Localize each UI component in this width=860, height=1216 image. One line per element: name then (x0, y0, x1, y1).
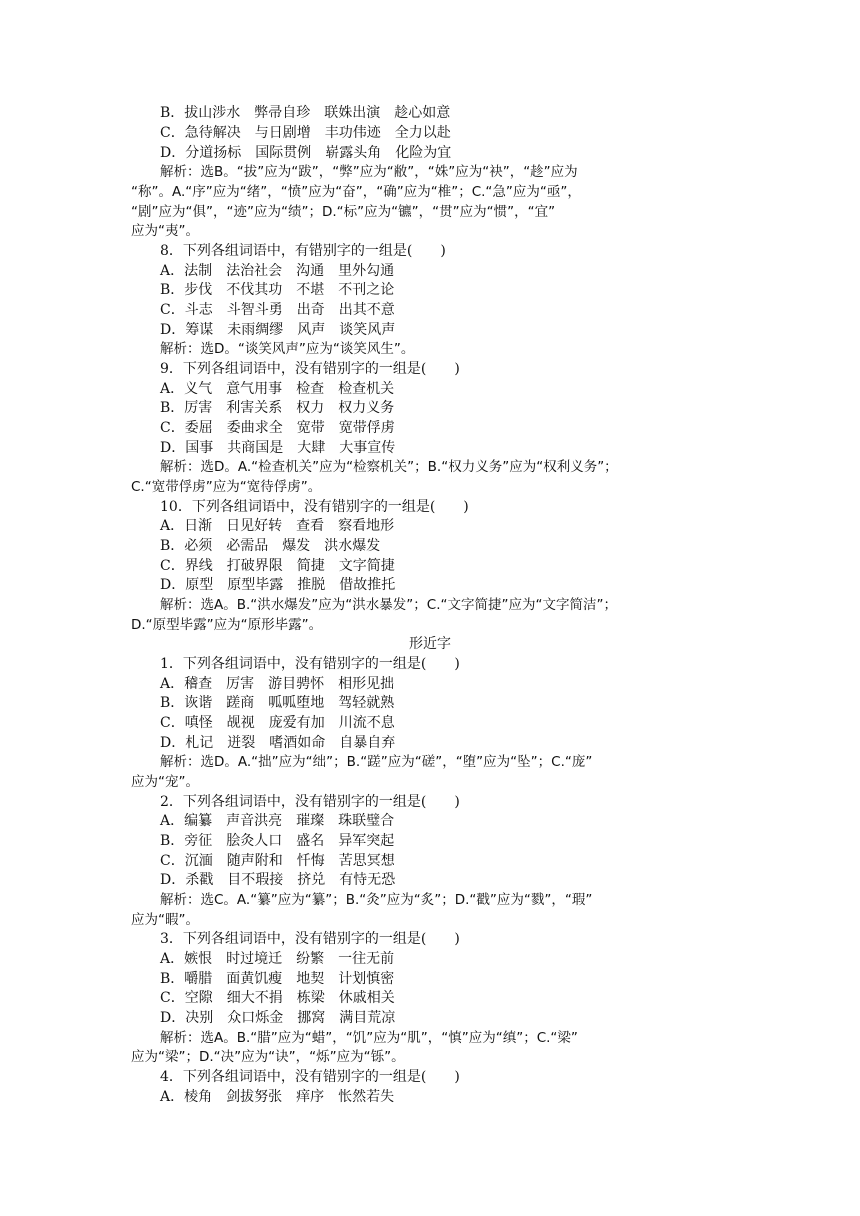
option-line: D．国事 共商国是 大肆 大事宣传 (160, 440, 396, 456)
analysis-line: 解析：选C。A.“纂”应为“纂”；B.“灸”应为“炙”；D.“戳”应为“戮”，“瑕” (160, 892, 593, 908)
option-line: C．委屈 委曲求全 宽带 宽带俘虏 (160, 420, 395, 436)
option-line: A．义气 意气用事 检查 检查机关 (160, 381, 395, 397)
option-line: D．杀戳 目不瑕接 挤兑 有恃无恐 (160, 872, 396, 888)
option-line: C．急待解决 与日剧增 丰功伟迹 全力以赴 (160, 125, 451, 141)
question-line: 3．下列各组词语中，没有错别字的一组是( ) (160, 931, 460, 947)
option-line: B．必须 必需品 爆发 洪水爆发 (160, 538, 381, 554)
analysis-line: 解析：选A。B.“腊”应为“蜡”，“饥”应为“肌”，“慎”应为“缜”；C.“梁” (160, 1030, 578, 1046)
option-line: A．法制 法治社会 沟通 里外勾通 (160, 263, 395, 279)
analysis-line: 解析：选D。A.“检查机关”应为“检察机关”；B.“权力义务”应为“权利义务”； (160, 459, 618, 475)
analysis-line: 应为“梁”；D.“决”应为“诀”，“烁”应为“铄”。 (131, 1049, 405, 1065)
option-line: D．札记 迸裂 嗜酒如命 自暴自弃 (160, 735, 396, 751)
question-line: 2．下列各组词语中，没有错别字的一组是( ) (160, 794, 460, 810)
analysis-line: “称”。A.“序”应为“绪”，“愤”应为“奋”，“确”应为“椎”；C.“急”应为“亟”， (131, 184, 581, 200)
option-line: D．决别 众口烁金 挪窝 满目荒凉 (160, 1010, 396, 1026)
analysis-line: 解析：选D。A.“拙”应为“绌”；B.“蹉”应为“磋”，“堕”应为“坠”；C.“庞” (160, 754, 593, 770)
analysis-line: 解析：选A。B.“洪水爆发”应为“洪水暴发”；C.“文字简捷”应为“文字简洁”； (160, 597, 617, 613)
option-line: B．嚼腊 面黄饥瘦 地契 计划慎密 (160, 971, 395, 987)
option-line: A．棱角 剑拔努张 痒序 怅然若失 (160, 1089, 395, 1105)
question-line: 4．下列各组词语中，没有错别字的一组是( ) (160, 1069, 460, 1085)
section-heading: 形近字 (409, 636, 451, 652)
question-line: 1．下列各组词语中，没有错别字的一组是( ) (160, 656, 460, 672)
option-line: D．筹谋 未雨绸缪 风声 谈笑风声 (160, 322, 396, 338)
option-line: B．厉害 利害关系 权力 权力义务 (160, 400, 395, 416)
analysis-line: 应为“夷”。 (131, 223, 199, 239)
option-line: C．斗志 斗智斗勇 出奇 出其不意 (160, 302, 395, 318)
analysis-line: C.“宽带俘虏”应为“宽待俘虏”。 (131, 479, 322, 495)
option-line: A．嫉恨 时过境迁 纷繁 一往无前 (160, 951, 395, 967)
analysis-line: 应为“宠”。 (131, 774, 199, 790)
question-line: 10．下列各组词语中，没有错别字的一组是( ) (160, 499, 469, 515)
option-line: A．稽查 厉害 游目骋怀 相形见拙 (160, 676, 395, 692)
question-line: 8．下列各组词语中，有错别字的一组是( ) (160, 243, 446, 259)
option-line: C．空隙 细大不捐 栋梁 休戚相关 (160, 990, 395, 1006)
option-line: C．嗔怪 觇视 庞爱有加 川流不息 (160, 715, 395, 731)
analysis-line: 应为“暇”。 (131, 912, 199, 928)
option-line: C．界线 打破界限 简捷 文字简捷 (160, 558, 395, 574)
option-line: C．沉湎 随声附和 忏悔 苦思冥想 (160, 853, 395, 869)
option-line: D．原型 原型毕露 推脱 借故推托 (160, 577, 396, 593)
option-line: B．诙谐 蹉商 呱呱堕地 驾轻就熟 (160, 695, 395, 711)
analysis-line: “剧”应为“俱”，“迹”应为“绩”；D.“标”应为“镳”，“贯”应为“惯”，“宜” (131, 204, 556, 220)
analysis-line: D.“原型毕露”应为“原形毕露”。 (131, 617, 323, 633)
option-line: B．拔山涉水 弊帚自珍 联姝出演 趁心如意 (160, 105, 451, 121)
option-line: D．分道扬标 国际贯例 崭露头角 化险为宜 (160, 145, 452, 161)
analysis-line: 解析：选B。“拔”应为“跋”，“弊”应为“敝”，“姝”应为“袂”，“趁”应为 (160, 164, 578, 180)
option-line: B．步伐 不伐其功 不堪 不刊之论 (160, 282, 395, 298)
option-line: A．日渐 日见好转 查看 察看地形 (160, 518, 395, 534)
option-line: A．编纂 声音洪亮 璀璨 珠联璧合 (160, 813, 395, 829)
question-line: 9．下列各组词语中，没有错别字的一组是( ) (160, 361, 460, 377)
analysis-line: 解析：选D。“谈笑风声”应为“谈笑风生”。 (160, 341, 415, 357)
option-line: B．旁征 脍灸人口 盛名 异军突起 (160, 833, 395, 849)
